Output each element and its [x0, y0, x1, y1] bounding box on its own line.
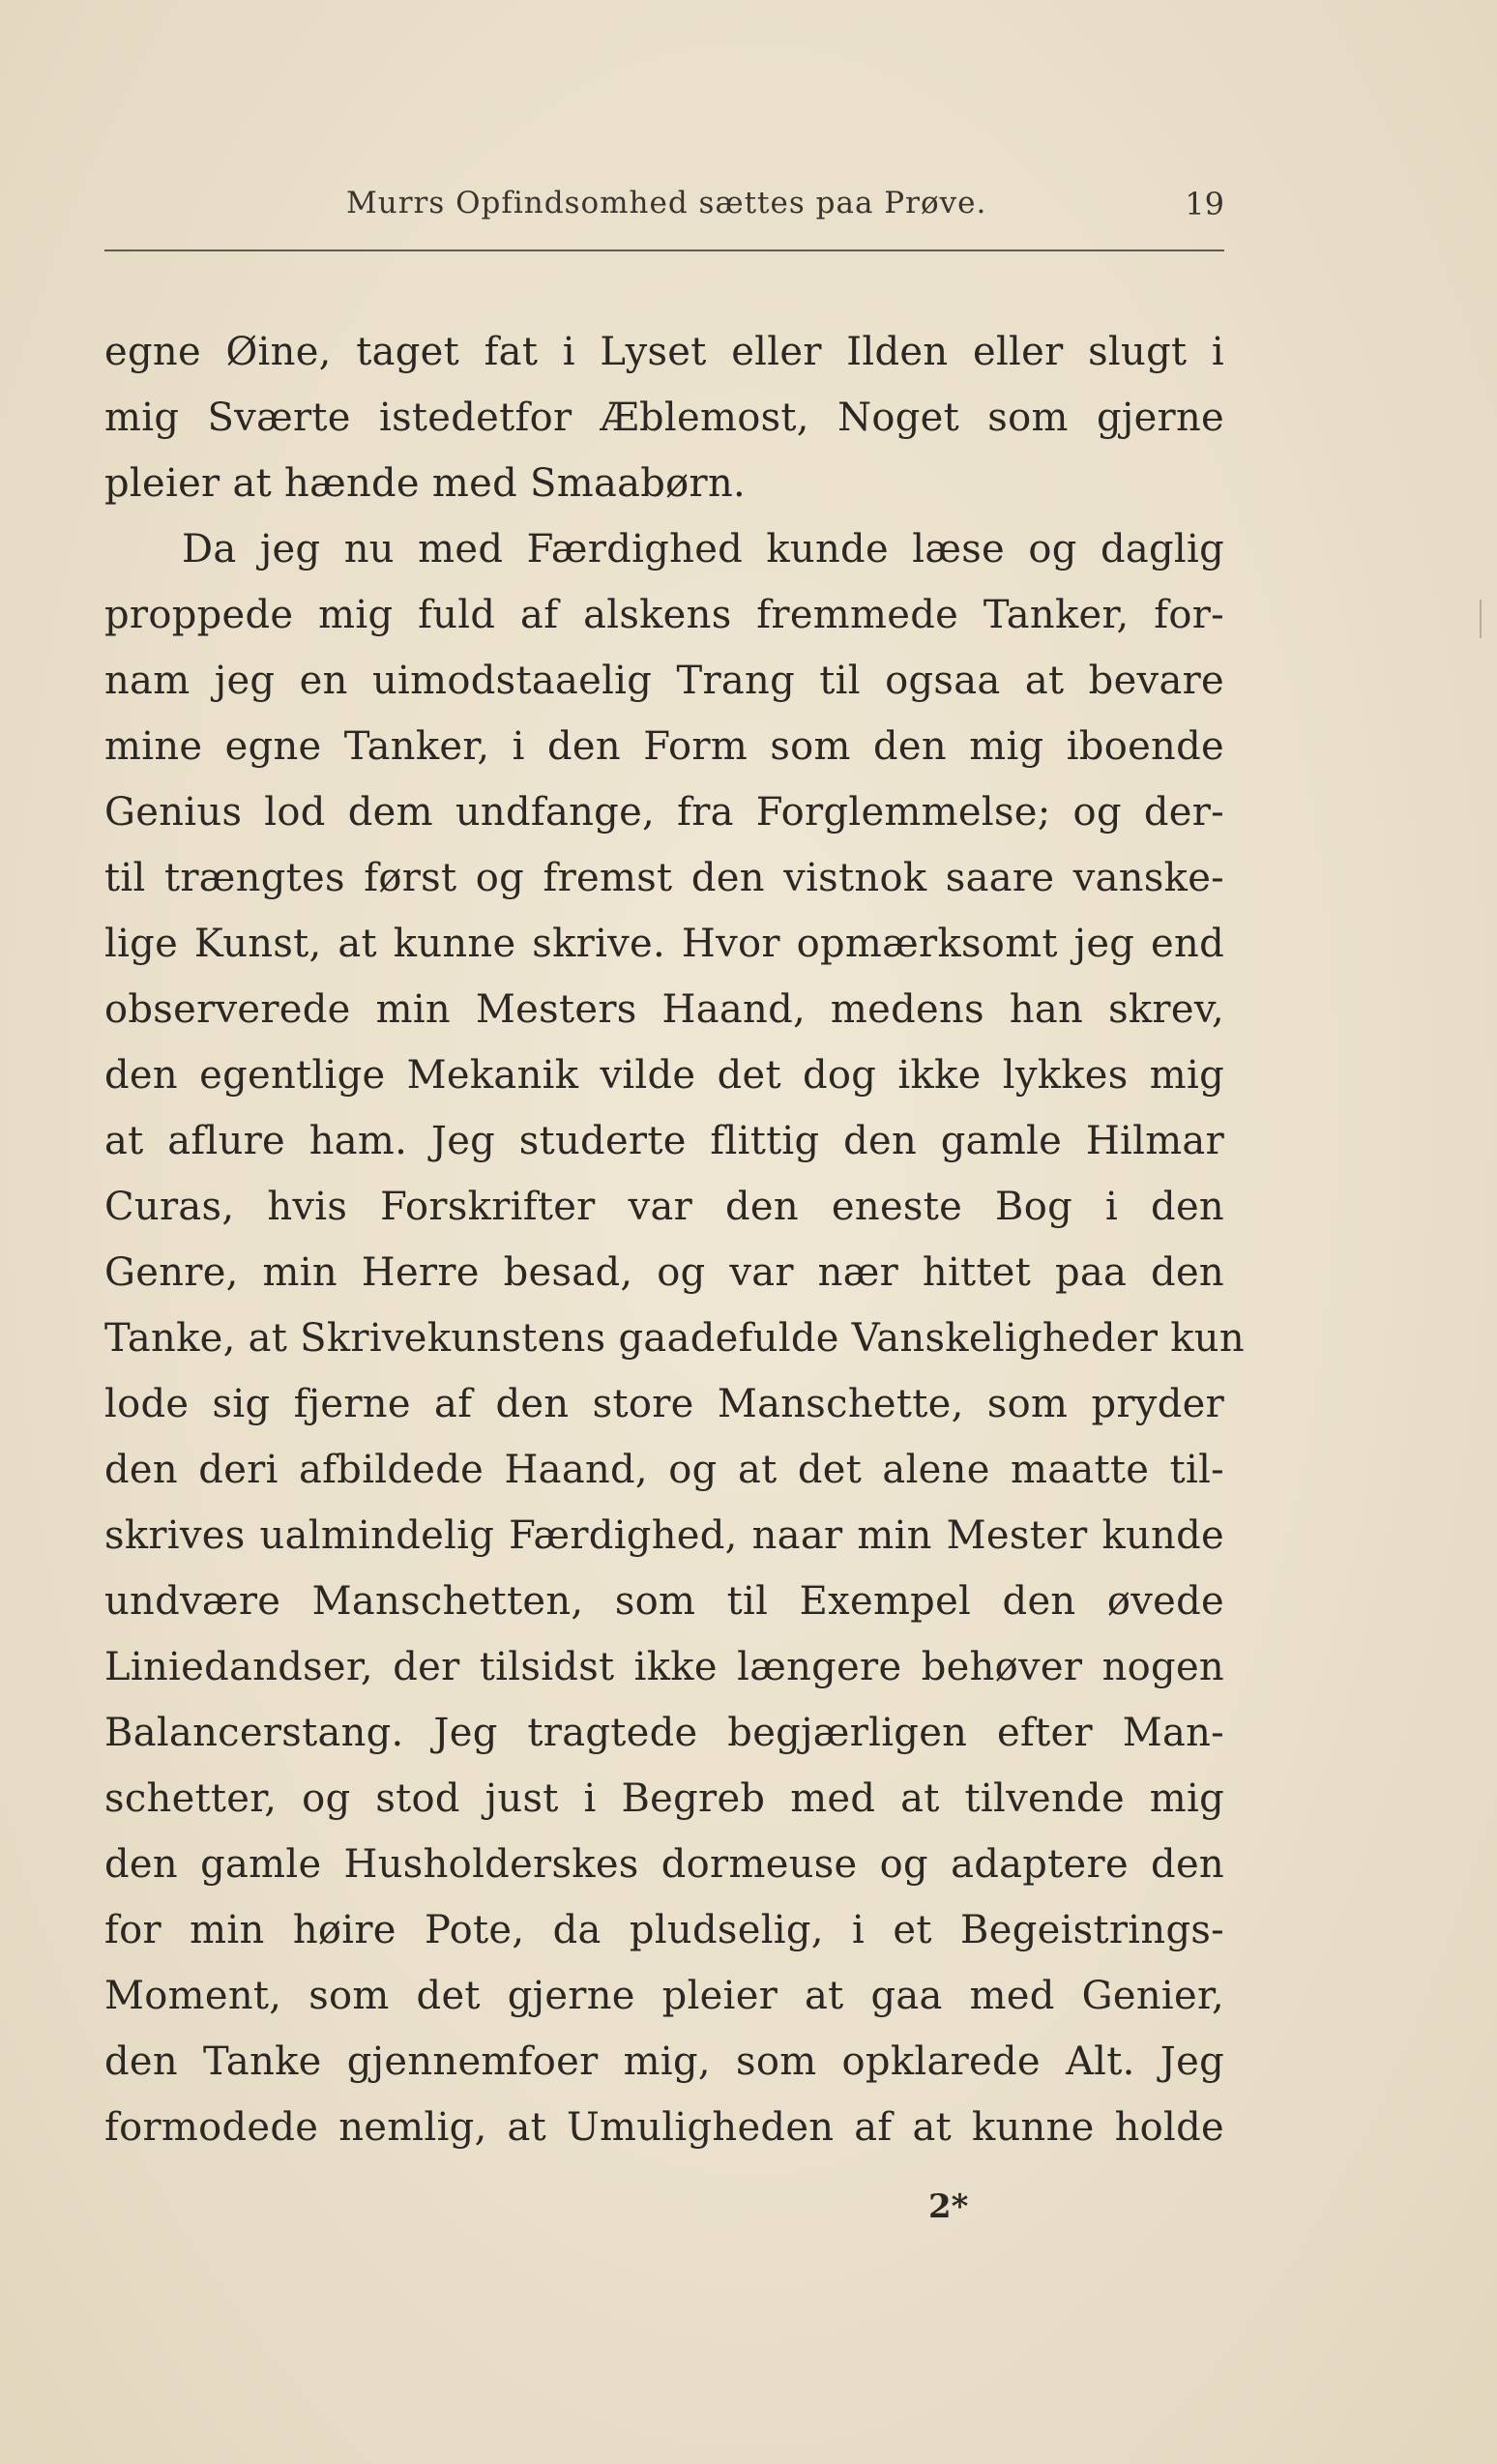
text-line: undvære Manschetten, som til Exempel den øvede [104, 1579, 1224, 1624]
text-line: den egentlige Mekanik vilde det dog ikke lykkes mig [104, 1053, 1224, 1098]
text-line: Balancerstang. Jeg tragtede begjærligen efter Man- [104, 1711, 1224, 1755]
text-line: Genre, min Herre besad, og var nær hittet paa den [104, 1250, 1224, 1295]
paper-edge-mark [1480, 600, 1482, 638]
text-line: observerede min Mesters Haand, medens han skrev, [104, 987, 1224, 1032]
text-line: den gamle Husholderskes dormeuse og adaptere den [104, 1842, 1224, 1887]
text-line: mig Sværte istedetfor Æblemost, Noget som gjerne [104, 396, 1224, 440]
text-line: at aflure ham. Jeg studerte flittig den gamle Hilmar [104, 1119, 1224, 1163]
text-line: Genius lod dem undfange, fra Forglemmelse; og der- [104, 790, 1224, 835]
text-line: Tanke, at Skrivekunstens gaadefulde Vanskeligheder kun [104, 1316, 1245, 1361]
text-line: schetter, og stod just i Begreb med at tilvende mig [104, 1776, 1224, 1821]
text-line: Liniedandser, der tilsidst ikke længere behøver nogen [104, 1645, 1224, 1689]
text-line: den Tanke gjennemfoer mig, som opklarede Alt. Jeg [104, 2039, 1224, 2084]
text-line: lige Kunst, at kunne skrive. Hvor opmærksomt jeg end [104, 922, 1224, 966]
text-line: proppede mig fuld af alskens fremmede Tanker, for- [104, 593, 1224, 637]
signature-mark: 2* [928, 2187, 969, 2226]
header-rule [104, 249, 1224, 251]
text-line: Moment, som det gjerne pleier at gaa med Genier, [104, 1974, 1224, 2018]
text-line: den deri afbildede Haand, og at det alene maatte til- [104, 1448, 1224, 1492]
text-line: lode sig fjerne af den store Manschette, som pryder [104, 1382, 1224, 1426]
text-line: Curas, hvis Forskrifter var den eneste Bog i den [104, 1185, 1224, 1229]
text-line: skrives ualmindelig Færdighed, naar min Mester kunde [104, 1513, 1224, 1558]
body-text [104, 319, 1245, 2160]
running-header [104, 186, 1224, 236]
running-title: Murrs Opfindsomhed sættes paa Prøve. [346, 186, 987, 220]
text-line: nam jeg en uimodstaaelig Trang til ogsaa at bevare [104, 659, 1224, 703]
text-line: til trængtes først og fremst den vistnok saare vanske- [104, 856, 1224, 900]
text-line: mine egne Tanker, i den Form som den mig iboende [104, 724, 1224, 769]
page-number: 19 [1185, 186, 1224, 222]
text-line: for min høire Pote, da pludselig, i et Begeistrings- [104, 1908, 1224, 1952]
text-line: Da jeg nu med Færdighed kunde læse og daglig [182, 527, 1224, 572]
text-line: pleier at hænde med Smaabørn. [104, 461, 747, 506]
text-line: formodede nemlig, at Umuligheden af at kunne holde [104, 2105, 1224, 2150]
text-line: egne Øine, taget fat i Lyset eller Ilden eller slugt i [104, 330, 1224, 374]
